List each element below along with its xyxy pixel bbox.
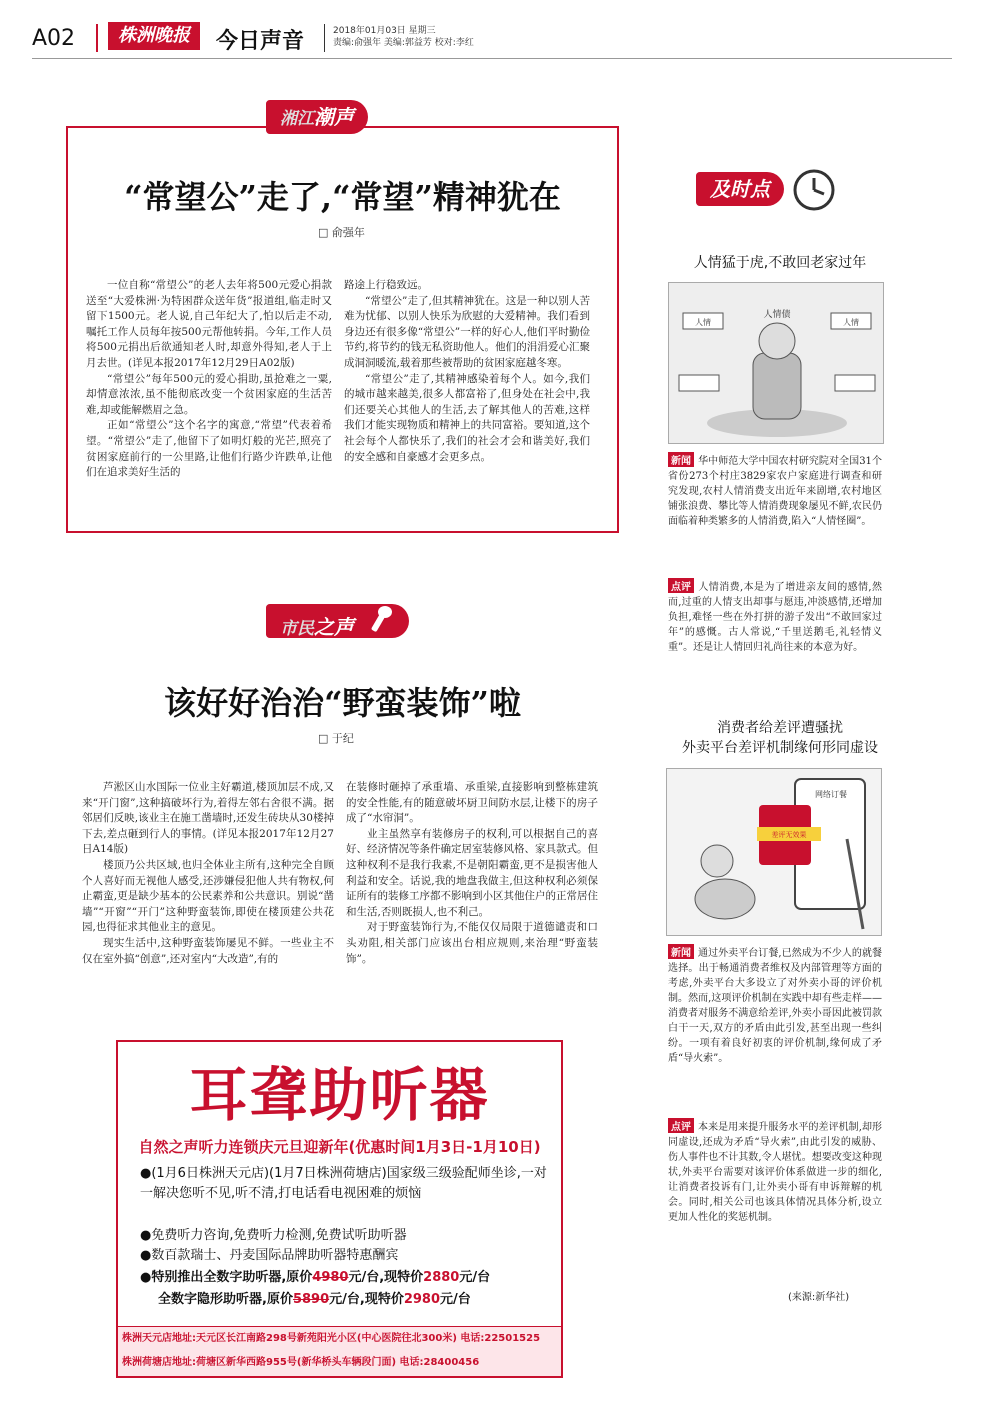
paragraph: 楼顶乃公共区域,也归全体业主所有,这种完全自顾个人喜好而无视他人感受,还涉嫌侵犯他人共有物权,何止霸蛮,更是缺少基本的公民素养和公共意识。别说“凿墙”“开窗”“开门”这种野蛮装饰,即使在楼顶建公共花园,也得征求其他业主的意见。 [82,858,334,934]
illustration-label: 网络订餐 [815,790,847,799]
news-text: 华中师范大学中国农村研究院对全国31个省份273个村庄3829家农户家庭进行调查和研究发现,农村人情消费支出近年来剧增,农村地区铺张浪费、攀比等人情消费现象屡见不鲜,农民仍面临着种类繁多的人情消费,陷入“人情怪圈”。 [668,456,882,527]
article-byline: □ 俞强年 [318,226,365,239]
news-tag: 新闻 [668,452,694,467]
sidebar-news [668,452,882,529]
issue-date: 2018年01月03日 星期三 [333,26,436,36]
sidebar-comment [668,1118,882,1225]
ad-offer-2 [158,1290,558,1310]
paragraph: “常望公”每年500元的爱心捐助,虽抢难之一粟,却情意浓浓,虽不能彻底改变一个贫困家庭的生活苦难,却或能解燃眉之急。 [86,372,332,416]
article-column-1 [82,780,334,967]
sidebar-news [668,944,882,1066]
illustration-label: 人情债 [763,310,791,320]
issue-staff: 责编:俞强年 美编:郭益芳 校对:李红 [333,38,474,48]
ad-promo: 自然之声听力连锁庆元旦迎新年(优惠时间1月3日-1月10日) [138,1138,541,1156]
article-column-2 [346,780,598,967]
badge-right-text: 潮声 [314,105,354,129]
illustration-label: 差评无效果 [771,831,807,839]
paragraph: 现实生活中,这种野蛮装饰屡见不鲜。一些业主不仅在室外搞“创意”,还对室内“大改造”,有的 [82,936,334,965]
offer-new-price: 2880 [423,1270,460,1285]
news-text: 通过外卖平台订餐,已然成为不少人的就餐选择。出于畅通消费者维权及内部管理等方面的考虑,外卖平台大多设立了对外卖小哥的评价机制。然而,这项评价机制在实践中却有些走样——消费者对服务不满意给差评,外卖小哥因此被罚款白干一天,双方的矛盾由此引发,甚至出现一些纠纷。一项有着良好初衷的评价机制,缘何成了矛盾“导火索”。 [668,948,882,1064]
paragraph: 对于野蛮装饰行为,不能仅仅局限于道德谴责和口头劝阻,相关部门应该出台相应规则,来治理“野蛮装饰”。 [346,921,598,965]
section-badge-shimin [266,604,409,638]
offer-mid: 元/台,现特价 [348,1270,424,1285]
ad-line: ●免费听力咨询,免费听力检测,免费试听助听器 [140,1228,407,1243]
paragraph: 在装修时砸掉了承重墙、承重梁,直接影响到整栋建筑的安全性能,有的随意破坏厨卫间防水层,让楼下的房子成了“水帘洞”。 [346,781,598,825]
section-title: 今日声音 [216,29,305,54]
paragraph: 正如“常望公”这个名字的寓意,“常望”代表着希望。“常望公”走了,他留下了如明灯般的光芒,照亮了贫困家庭前行的一公里路,让他们行路少许跌单,让他们在追求美好生活的 [86,419,332,479]
ad-address-2: 株洲荷塘店地址:荷塘区新华西路955号(新华桥头车辆段门面) 电话:28400456 [122,1357,480,1368]
paragraph: 芦淞区山水国际一位业主好霸道,楼顶加层不成,又来“开门窗”,这种搞破坏行为,着得左邻右舍很不满。据邻居们反映,该业主在施工凿墙时,还发生砖块从30楼掉下去,差点砸到行人的事情。(详见本报2017年12月27日A14版) [82,781,334,856]
headline-line-1: 消费者给差评遭骚扰 [717,720,843,736]
article-title: “常望公”走了,“常望”精神犹在 [124,178,561,216]
ad-offer-1 [140,1268,560,1288]
offer-prefix: ●特别推出全数字助听器,原价 [140,1270,313,1285]
offer-old-price: 5890 [292,1292,330,1307]
illustration-label: 人情 [695,318,711,327]
headline-line-2: 外卖平台差评机制缘何形同虚设 [682,740,878,756]
article-column-1 [86,278,332,481]
masthead-rule [32,58,952,59]
paragraph: 业主虽然享有装修房子的权利,可以根据自己的喜好、经济情况等条件确定居室装修风格、家具款式。但这种权利不是我行我素,不是朝阳霸蛮,更不是损害他人利益和安全。话说,我的地盘我做主,但这种权利必须保证所有的装修工序都不影响到小区其他住户的正常居住和生活,否则既损人,也不利己。 [346,827,598,918]
illustration-label: 人情 [843,318,859,327]
masthead-divider [324,24,325,52]
advertisement [116,1040,563,1378]
comment-tag: 点评 [668,1118,694,1133]
sidebar-headline [660,718,900,758]
comment-tag: 点评 [668,578,694,593]
ad-addresses [118,1326,561,1376]
paragraph: “常望公”走了,其精神感染着每个人。如今,我们的城市越来越美,很多人都富裕了,但身处在社会中,我们还要关心其他人的生活,去了解其他人的苦难,这样我们才能实现物质和精神上的共同富裕。要知道,这个社会每个人都快乐了,我们的社会才会和谐美好,我们的安全感和自豪感才会更多点。 [344,372,590,463]
article-column-2 [344,278,590,465]
microphone-icon [369,604,395,644]
source-credit: (来源:新华社) [788,1292,850,1303]
illustration-renqing [668,282,884,444]
article-byline: □ 于纪 [318,732,354,745]
paragraph: 一位自称“常望公”的老人去年将500元爱心捐款送至“大爱株洲·为特困群众送年货”报道组,临走时又留下1500元。老人说,自己年纪大了,怕以后走不动,嘱托工作人员每年按500元帮他转捐。今年,工作人员将500元捐出后欲通知老人时,却意外得知,老人于上月去世。(详见本报2017年12月29日A02版) [86,279,332,369]
offer-suffix: 元/台 [459,1270,491,1285]
paragraph: 路途上行稳致远。 [344,279,428,291]
badge-left-text: 湘江 [280,109,314,129]
paragraph: “常望公”走了,但其精神犹在。这是一种以别人苦难为忧郁、以别人快乐为欣慰的大爱精神。我们看到身边还有很多像“常望公”一样的好心人,他们平时勤俭节约,将节约的钱无私资助他人。他们的涓涓爱心汇聚成洞洞暖流,载着那些被帮助的贫困家庭越冬寒。 [344,294,590,369]
sidebar-headline: 人情猛于虎,不敢回老家过年 [693,255,867,271]
section-badge-jishidian [696,172,784,206]
article-title: 该好好治治“野蛮装饰”啦 [164,684,521,722]
ad-line: ●数百款瑞士、丹麦国际品牌助听器特惠酬宾 [140,1248,399,1263]
paper-logo: 株洲晚报 [108,22,200,50]
offer-prefix: 全数字隐形助听器,原价 [158,1292,293,1307]
illustration-waimai [666,768,882,936]
offer-mid: 元/台,现特价 [329,1292,404,1307]
offer-new-price: 2980 [403,1292,441,1307]
comment-text: 本来是用来提升服务水平的差评机制,却形同虚设,还成为矛盾“导火索”,由此引发的威胁、伤人事件也不计其数,令人堪忧。想要改变这种现状,外卖平台需要对该评价体系做进一步的细化,让消费者投诉有门,让外卖小哥有申诉辩解的机会。同时,相关公司也该具体情况具体分析,设立更加人性化的奖惩机制。 [668,1122,882,1223]
masthead-divider [96,24,98,52]
offer-suffix: 元/台 [440,1292,471,1307]
issue-info [333,25,474,49]
clock-icon [792,168,836,216]
badge-left-text: 市民 [280,619,314,639]
page-number: A02 [32,26,76,51]
badge-text: 及时点 [710,177,770,201]
badge-right-text: 之声 [314,615,354,639]
ad-line: ●(1月6日株洲天元店)(1月7日株洲荷塘店)国家级三级验配师坐诊,一对一解决您听不见,听不清,打电话看电视困难的烦恼 [140,1166,547,1201]
ad-address-1: 株洲天元店地址:天元区长江南路298号新苑阳光小区(中心医院往北300米) 电话:22501525 [122,1333,541,1344]
sidebar-comment [668,578,882,655]
news-tag: 新闻 [668,944,694,959]
ad-title: 耳聋助听器 [189,1061,490,1129]
offer-old-price: 4980 [312,1270,349,1285]
comment-text: 人情消费,本是为了增进亲友间的感情,然而,过重的人情支出却事与愿违,冲淡感情,还增加负担,难怪一些在外打拼的游子发出“不敢回家过年”的感慨。古人常说,“千里送鹅毛,礼轻情义重”。还是让人情回归礼尚往来的本意为好。 [668,582,882,653]
